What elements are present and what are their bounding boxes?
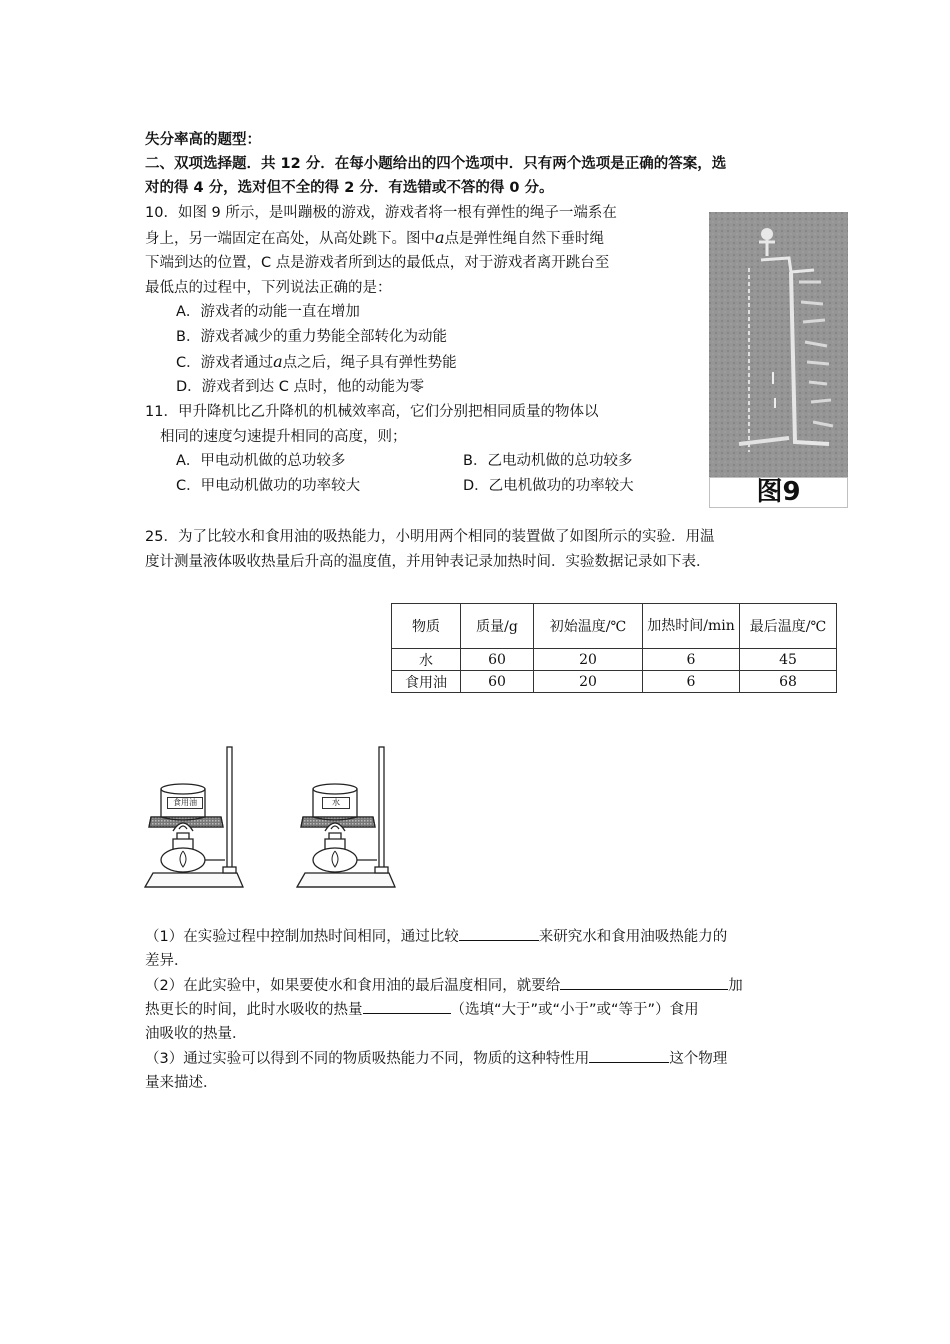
q10-stem-line3: 下端到达的位置，C 点是游戏者所到达的最低点，对于游戏者离开跳台至 xyxy=(145,255,610,271)
heating-apparatus-figure xyxy=(143,745,413,897)
q25-part2-line3: 油吸收的热量． xyxy=(145,1026,247,1042)
q11-option-b: B．乙电动机做的总功较多 xyxy=(463,453,633,469)
section-instructions-line1: 二、双项选择题．共 12 分．在每小题给出的四个选项中．只有两个选项是正确的答案，选 xyxy=(145,156,727,172)
point-a-symbol: a xyxy=(273,352,283,371)
figure-9-bungee xyxy=(709,212,848,508)
q25-part3-text-b: 这个物理 xyxy=(669,1051,728,1067)
q10-stem-line2-text: 身上，另一端固定在高处，从高处跳下。图中 xyxy=(145,231,435,247)
table-cell: 45 xyxy=(740,649,837,671)
q25-part3-line2: 量来描述． xyxy=(145,1075,218,1091)
table-header-cell: 最后温度/℃ xyxy=(740,604,837,649)
q10-option-b: B．游戏者减少的重力势能全部转化为动能 xyxy=(176,329,447,345)
q25-part3-text: （3）通过实验可以得到不同的物质吸热能力不同，物质的这种特性用 xyxy=(145,1051,590,1067)
table-cell: 6 xyxy=(643,649,740,671)
q10-stem-line2 xyxy=(145,226,604,251)
table-cell: 水 xyxy=(392,649,461,671)
q25-part1-line2: 差异． xyxy=(145,953,189,969)
q25-part3 xyxy=(145,1046,727,1071)
q10-stem-line1: 10．如图 9 所示，是叫蹦极的游戏，游戏者将一根有弹性的绳子一端系在 xyxy=(145,205,617,221)
table-header-cell: 质量/g xyxy=(461,604,534,649)
apparatus-drawing xyxy=(143,745,413,897)
table-row xyxy=(392,671,837,693)
q10-option-d: D．游戏者到达 C 点时，他的动能为零 xyxy=(176,379,425,395)
table-header-row xyxy=(392,604,837,649)
q10-option-c xyxy=(176,350,457,375)
q25-part2 xyxy=(145,973,743,998)
q25-part2-text-d: （选填“大于”或“小于”或“等于”）食用 xyxy=(450,1002,699,1018)
beaker-label-water: 水 xyxy=(322,797,350,809)
q25-stem-line1: 25．为了比较水和食用油的吸热能力，小明用两个相同的装置做了如图所示的实验．用温 xyxy=(145,529,715,545)
q10-option-c-text-b: 点之后，绳子具有弹性势能 xyxy=(282,355,457,371)
q10-stem-line2-text-b: 点是弹性绳自然下垂时绳 xyxy=(444,231,605,247)
table-header-cell: 初始温度/℃ xyxy=(534,604,643,649)
q25-part2-text-c: 热更长的时间，此时水吸收的热量 xyxy=(145,1002,363,1018)
q10-option-a: A．游戏者的动能一直在增加 xyxy=(176,304,360,320)
table-cell: 68 xyxy=(740,671,837,693)
answer-blank-1[interactable] xyxy=(459,924,539,941)
q25-part1 xyxy=(145,924,727,949)
q25-part2-text-b: 加 xyxy=(728,978,743,994)
q25-part2-line2 xyxy=(145,997,699,1022)
q11-stem-line2: 相同的速度匀速提升相同的高度，则； xyxy=(160,429,407,445)
table-header-cell: 物质 xyxy=(392,604,461,649)
q25-part2-text: （2）在此实验中，如果要使水和食用油的最后温度相同，就要给 xyxy=(145,978,561,994)
q10-stem-line4: 最低点的过程中，下列说法正确的是： xyxy=(145,280,392,296)
table-cell: 20 xyxy=(534,649,643,671)
experiment-data-table xyxy=(391,603,837,693)
q10-option-c-text: C．游戏者通过 xyxy=(176,355,274,371)
table-cell: 20 xyxy=(534,671,643,693)
table-header-cell: 加热时间/min xyxy=(643,604,740,649)
table-cell: 食用油 xyxy=(392,671,461,693)
answer-blank-2[interactable] xyxy=(560,973,728,990)
q25-part1-text: （1）在实验过程中控制加热时间相同，通过比较 xyxy=(145,929,459,945)
table-cell: 60 xyxy=(461,671,534,693)
beaker-label-oil: 食用油 xyxy=(167,797,203,809)
section-heading: 失分率高的题型： xyxy=(145,132,261,148)
table-cell: 6 xyxy=(643,671,740,693)
q11-option-a: A．甲电动机做的总功较多 xyxy=(176,453,346,469)
point-a-symbol: a xyxy=(435,228,445,247)
table-cell: 60 xyxy=(461,649,534,671)
figure-9-label: 图9 xyxy=(756,477,801,507)
answer-blank-4[interactable] xyxy=(589,1046,669,1063)
q11-option-c: C．甲电动机做功的功率较大 xyxy=(176,478,361,494)
section-instructions-line2: 对的得 4 分，选对但不全的得 2 分．有选错或不答的得 0 分。 xyxy=(145,180,554,196)
table-row xyxy=(392,649,837,671)
answer-blank-3[interactable] xyxy=(363,997,451,1014)
q11-option-d: D．乙电机做功的功率较大 xyxy=(463,478,634,494)
q25-stem-line2: 度计测量液体吸收热量后升高的温度值，并用钟表记录加热时间．实验数据记录如下表． xyxy=(145,554,711,570)
figure-9-drawing xyxy=(709,212,848,508)
q25-part1-text-b: 来研究水和食用油吸热能力的 xyxy=(538,929,728,945)
q11-stem-line1: 11．甲升降机比乙升降机的机械效率高，它们分别把相同质量的物体以 xyxy=(145,404,599,420)
